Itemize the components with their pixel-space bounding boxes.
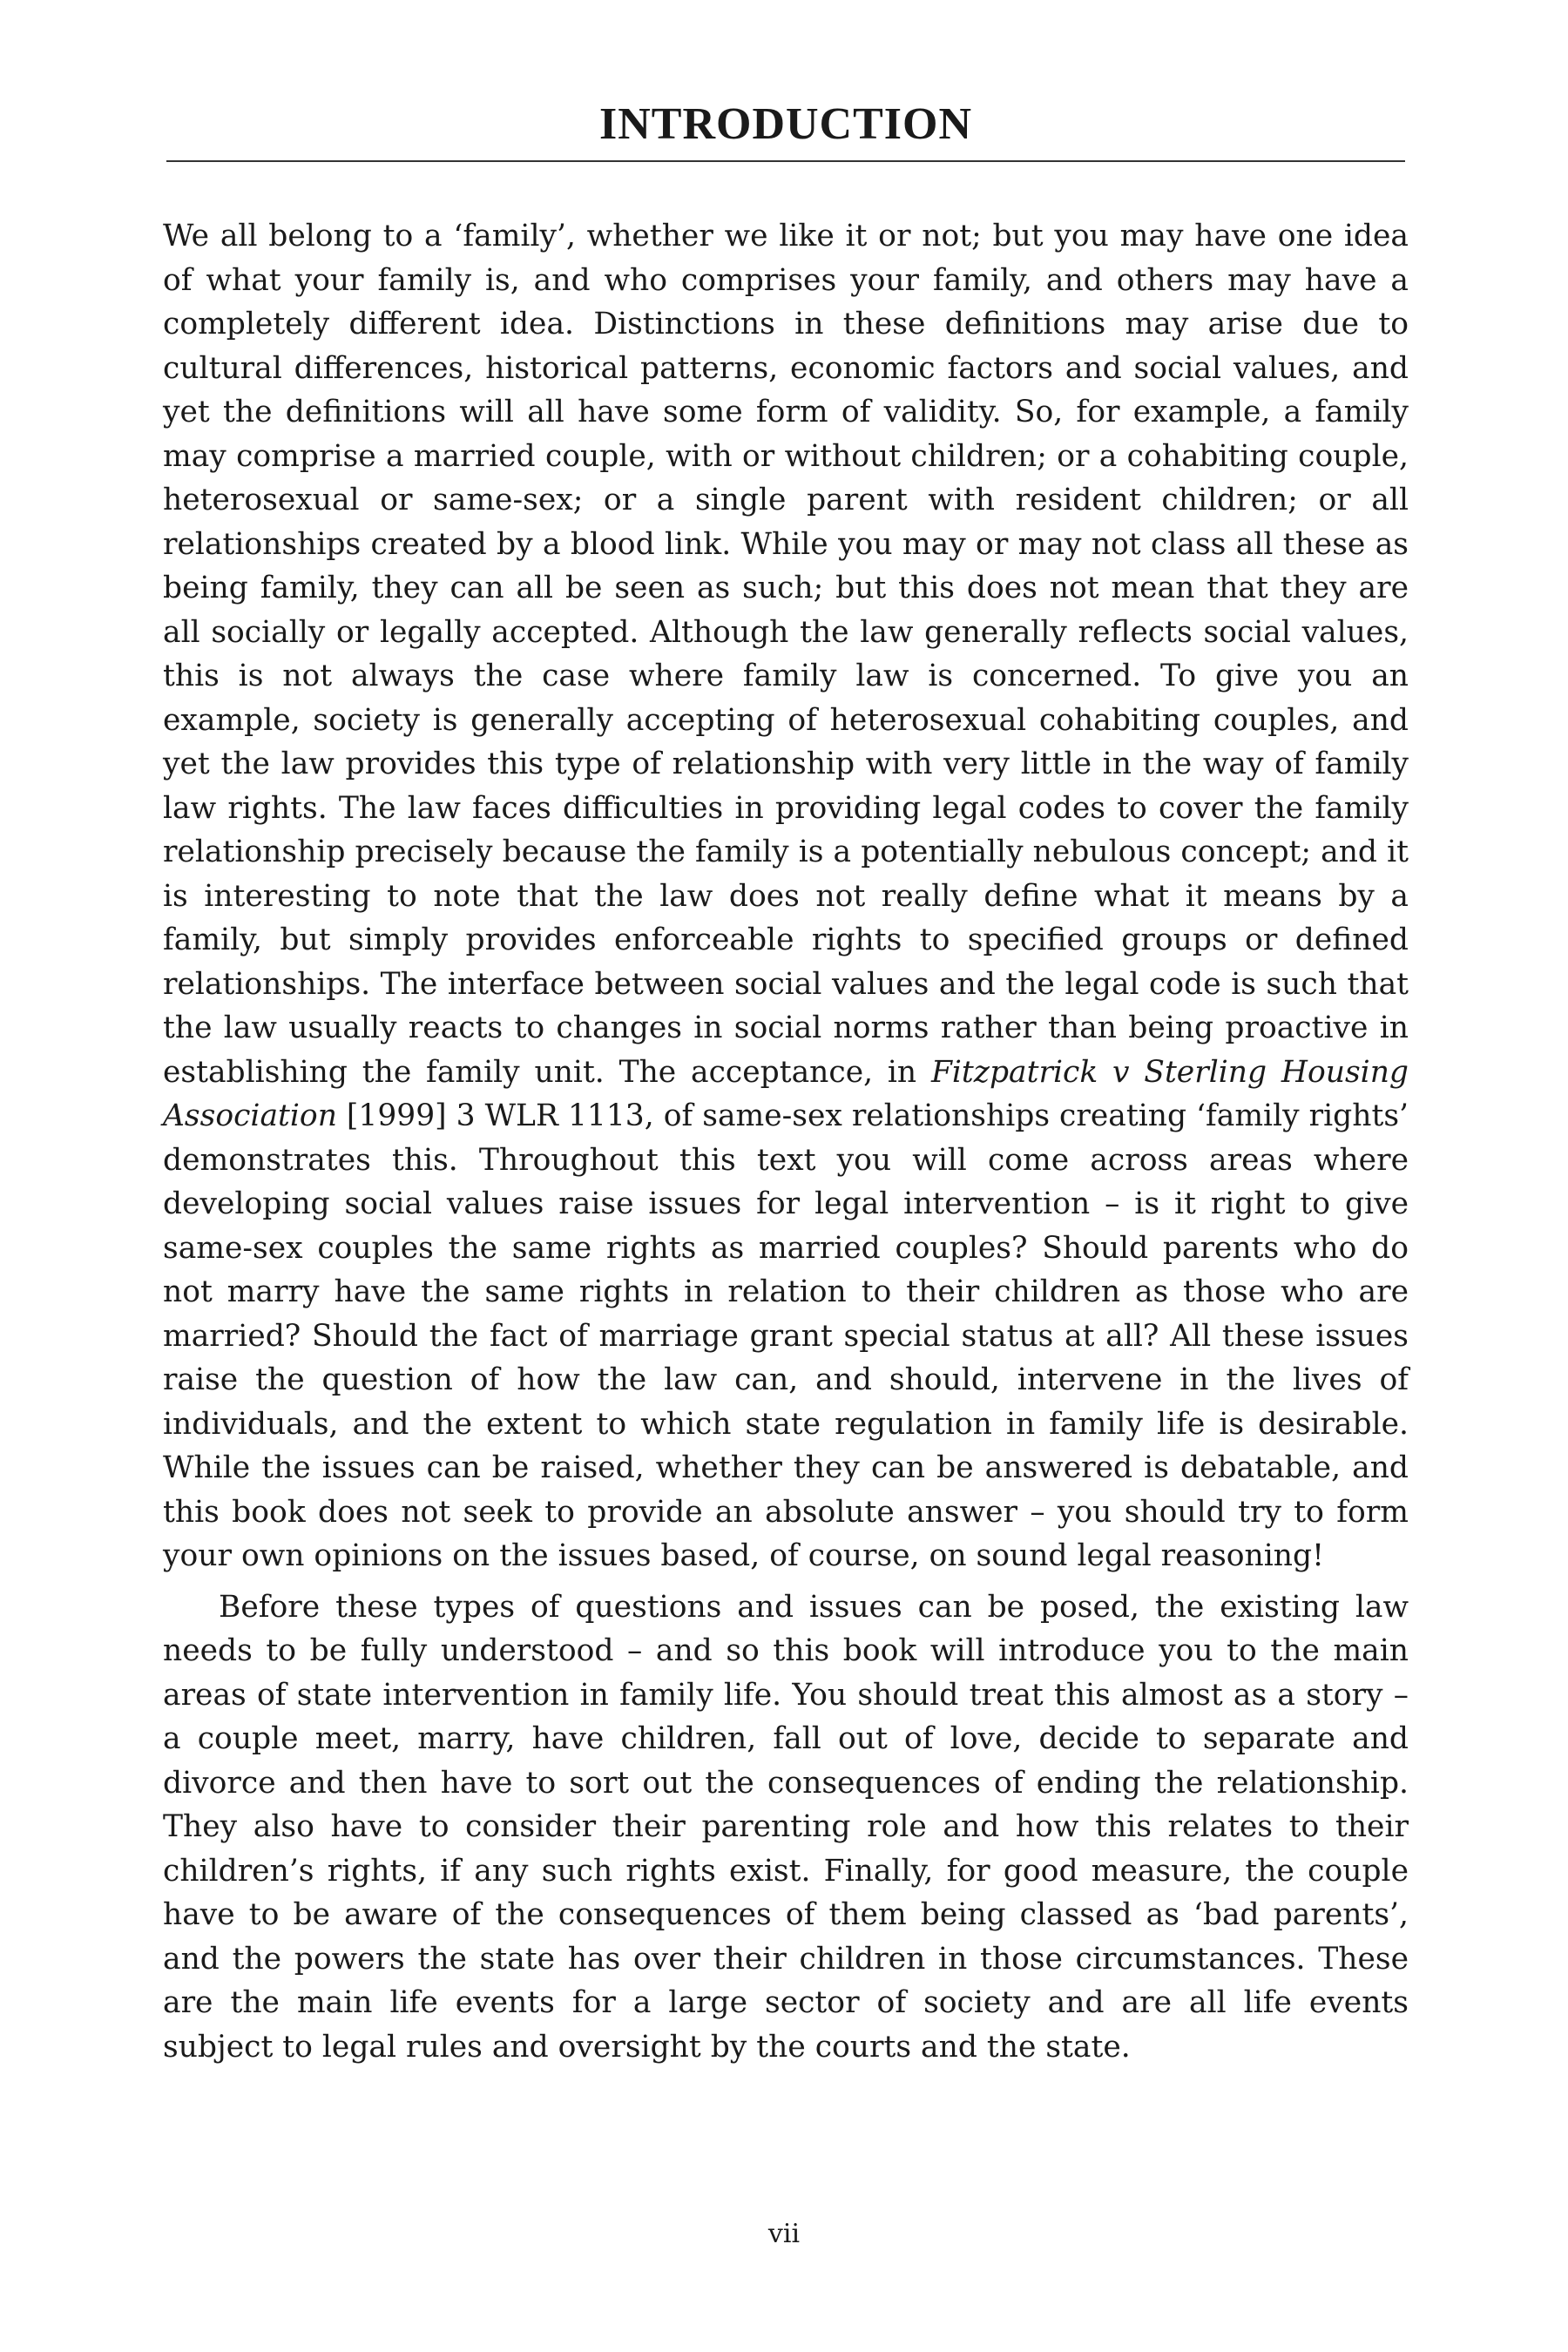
heading-divider [166, 160, 1405, 162]
body-text [163, 214, 1409, 2069]
page-title: INTRODUCTION [598, 99, 973, 149]
paragraph-1-text-after-case: [1999] 3 WLR 1113, of same-sex relationships creating ‘family rights’ demonstrates this. Throughout this text you will come across areas where developing social values raise issues for legal intervention – is it right to give same-sex couples the same rights as married couples? Should parents who do not marry have the same rights in relation to their children as those who are married? Should the fact of marriage grant special status at all? All these issues raise the question of how the law can, and should, intervene in the lives of individuals, and the extent to which state regulation in family life is desirable. While the issues can be raised, whether they can be answered is debatable, and this book does not seek to provide an absolute answer – you should try to form your own opinions on the issues based, of course, on sound legal reasoning! [163, 1098, 1409, 1573]
paragraph-2: Before these types of questions and issues can be posed, the existing law needs to be fully understood – and so this book will introduce you to the main areas of state intervention in family life. You should treat this almost as a story – a couple meet, marry, have children, fall out of love, decide to separate and divorce and then have to sort out the consequences of ending the relationship. They also have to consider their parenting role and how this relates to their children’s rights, if any such rights exist. Finally, for good measure, the couple have to be aware of the consequences of them being classed as ‘bad parents’, and the powers the state has over their children in those circumstances. These are the main life events for a large sector of society and are all life events subject to legal rules and oversight by the courts and the state. [163, 1589, 1409, 2065]
case-citation-name: Fitzpatrick v Sterling Housing Association [163, 1054, 1409, 1133]
paragraph-1 [163, 214, 1409, 1578]
paragraph-1-text-before-case: We all belong to a ‘family’, whether we like it or not; but you may have one idea of what your family is, and who comprises your family, and others may have a completely different idea. Distinctions in these definitions may arise due to cultural differences, historical patterns, economic factors and social values, and yet the definitions will all have some form of validity. So, for example, a family may comprise a married couple, with or without children; or a cohabiting couple, heterosexual or same-sex; or a single parent with resident children; or all relationships created by a blood link. While you may or may not class all these as being family, they can all be seen as such; but this does not mean that they are all socially or legally accepted. Although the law generally reflects social values, this is not always the case where family law is concerned. To give you an example, society is generally accepting of heterosexual cohabiting couples, and yet the law provides this type of relationship with very little in the way of family law rights. The law faces difficulties in providing legal codes to cover the family relationship precisely because the family is a potentially nebulous concept; and it is interesting to note that the law does not really define what it means by a family, but simply provides enforceable rights to specified groups or defined relationships. The interface between social values and the legal code is such that the law usually reacts to changes in social norms rather than being proactive in establishing the family unit. The acceptance, in [163, 219, 1409, 1090]
page-number: vii [767, 2219, 801, 2249]
